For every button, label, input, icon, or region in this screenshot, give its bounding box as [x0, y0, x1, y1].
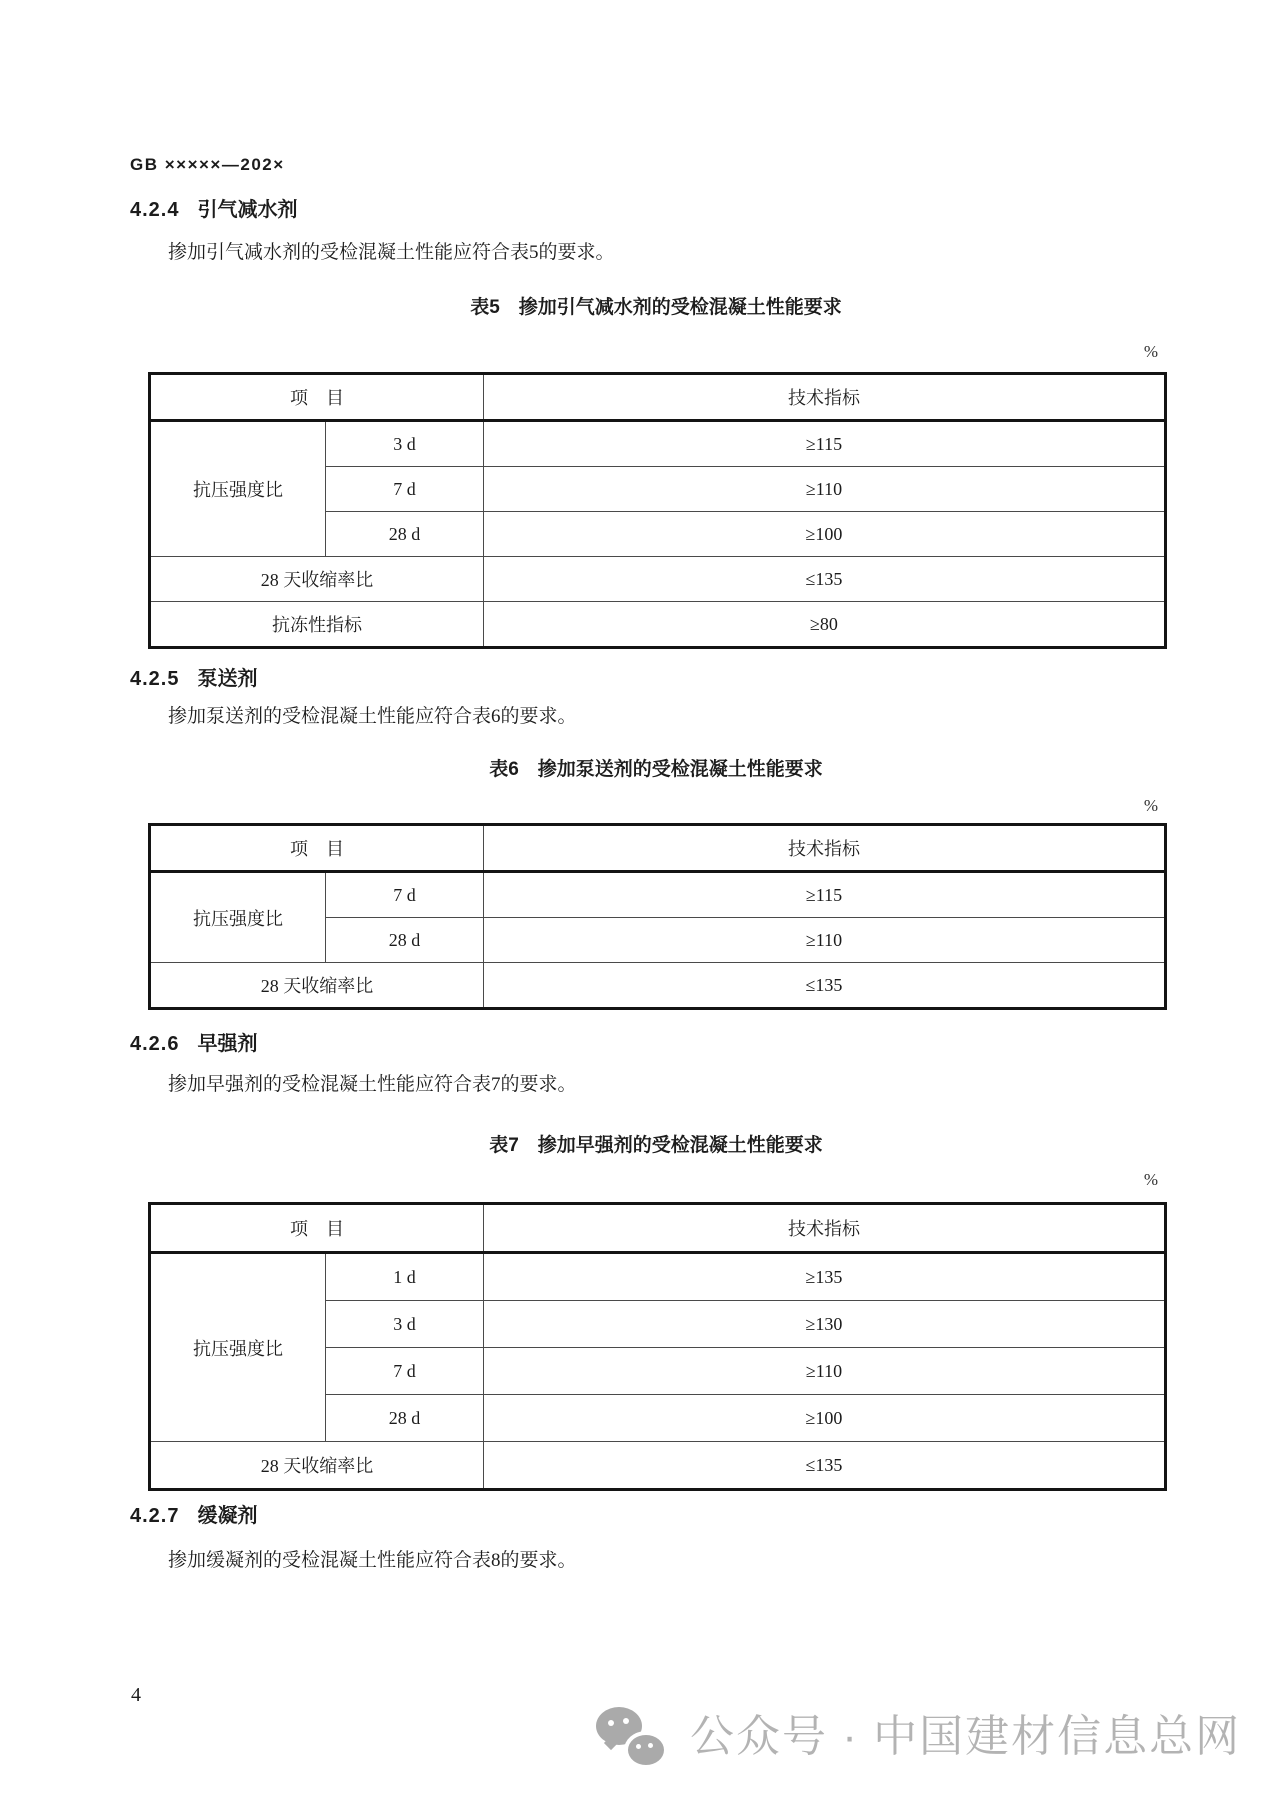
value-cell: ≤135 — [484, 557, 1166, 602]
age-cell: 7 d — [326, 872, 484, 918]
table-header-cell: 技术指标 — [484, 1204, 1166, 1253]
table-header-cell: 项 目 — [150, 1204, 484, 1253]
age-cell: 3 d — [326, 421, 484, 467]
row-label-cell: 抗冻性指标 — [150, 602, 484, 648]
age-cell: 28 d — [326, 918, 484, 963]
table-row — [150, 602, 1166, 648]
table-row — [150, 872, 1166, 918]
page-number: 4 — [131, 1684, 141, 1706]
table-header-row — [150, 1204, 1166, 1253]
value-cell: ≥130 — [484, 1301, 1166, 1348]
section-heading-4-2-6 — [130, 1031, 1164, 1057]
table-5-unit-label: % — [1143, 342, 1158, 361]
table-header-cell: 项 目 — [150, 825, 484, 872]
row-group-label-cell: 抗压强度比 — [150, 1253, 326, 1442]
section-paragraph: 掺加早强剂的受检混凝土性能应符合表7的要求。 — [168, 1074, 577, 1095]
row-group-label-cell: 抗压强度比 — [150, 421, 326, 557]
value-cell: ≥110 — [484, 467, 1166, 512]
table-6-caption: 表6 掺加泵送剂的受检混凝土性能要求 — [489, 759, 823, 780]
value-cell: ≥135 — [484, 1253, 1166, 1301]
value-cell: ≥80 — [484, 602, 1166, 648]
value-cell: ≥110 — [484, 1348, 1166, 1395]
value-cell: ≥115 — [484, 872, 1166, 918]
row-group-label-cell: 抗压强度比 — [150, 872, 326, 963]
section-title: 缓凝剂 — [197, 1505, 258, 1527]
table-header-row — [150, 374, 1166, 421]
table-7-unit-label: % — [1143, 1170, 1158, 1189]
wechat-small-bubble — [624, 1731, 668, 1769]
table-5 — [148, 372, 1167, 649]
section-paragraph: 掺加泵送剂的受检混凝土性能应符合表6的要求。 — [168, 706, 577, 727]
section-heading-4-2-4 — [130, 197, 1164, 223]
table-6-unit-label: % — [1143, 796, 1158, 815]
section-heading-4-2-7 — [130, 1503, 1164, 1529]
table-5-caption: 表5 掺加引气减水剂的受检混凝土性能要求 — [470, 297, 842, 318]
table-row — [150, 1442, 1166, 1490]
section-number: 4.2.5 — [130, 668, 180, 690]
table-row — [150, 421, 1166, 467]
section-paragraph: 掺加引气减水剂的受检混凝土性能应符合表5的要求。 — [168, 242, 615, 263]
table-6 — [148, 823, 1167, 1010]
value-cell: ≥115 — [484, 421, 1166, 467]
value-cell: ≤135 — [484, 963, 1166, 1009]
row-label-cell: 28 天收缩率比 — [150, 1442, 484, 1490]
age-cell: 3 d — [326, 1301, 484, 1348]
row-label-cell: 28 天收缩率比 — [150, 557, 484, 602]
age-cell: 28 d — [326, 1395, 484, 1442]
value-cell: ≥110 — [484, 918, 1166, 963]
standard-code: GB ×××××—202× — [130, 155, 285, 174]
wechat-icon — [596, 1704, 664, 1770]
table-header-cell: 技术指标 — [484, 825, 1166, 872]
table-row — [150, 557, 1166, 602]
row-label-cell: 28 天收缩率比 — [150, 963, 484, 1009]
section-title: 泵送剂 — [197, 668, 258, 690]
section-paragraph: 掺加缓凝剂的受检混凝土性能应符合表8的要求。 — [168, 1550, 577, 1571]
age-cell: 1 d — [326, 1253, 484, 1301]
table-header-cell: 技术指标 — [484, 374, 1166, 421]
section-title: 早强剂 — [197, 1033, 258, 1055]
table-7-caption: 表7 掺加早强剂的受检混凝土性能要求 — [489, 1135, 823, 1156]
age-cell: 7 d — [326, 1348, 484, 1395]
section-number: 4.2.7 — [130, 1505, 180, 1527]
value-cell: ≤135 — [484, 1442, 1166, 1490]
age-cell: 7 d — [326, 467, 484, 512]
section-title: 引气减水剂 — [197, 199, 298, 221]
section-number: 4.2.6 — [130, 1033, 180, 1055]
watermark — [596, 1702, 1241, 1772]
value-cell: ≥100 — [484, 1395, 1166, 1442]
table-header-cell: 项 目 — [150, 374, 484, 421]
table-header-row — [150, 825, 1166, 872]
value-cell: ≥100 — [484, 512, 1166, 557]
table-row — [150, 963, 1166, 1009]
watermark-text: 公众号 · 中国建材信息总网 — [690, 1712, 1242, 1761]
section-number: 4.2.4 — [130, 199, 180, 221]
section-heading-4-2-5 — [130, 666, 1164, 692]
table-7 — [148, 1202, 1167, 1491]
table-row — [150, 1253, 1166, 1301]
age-cell: 28 d — [326, 512, 484, 557]
